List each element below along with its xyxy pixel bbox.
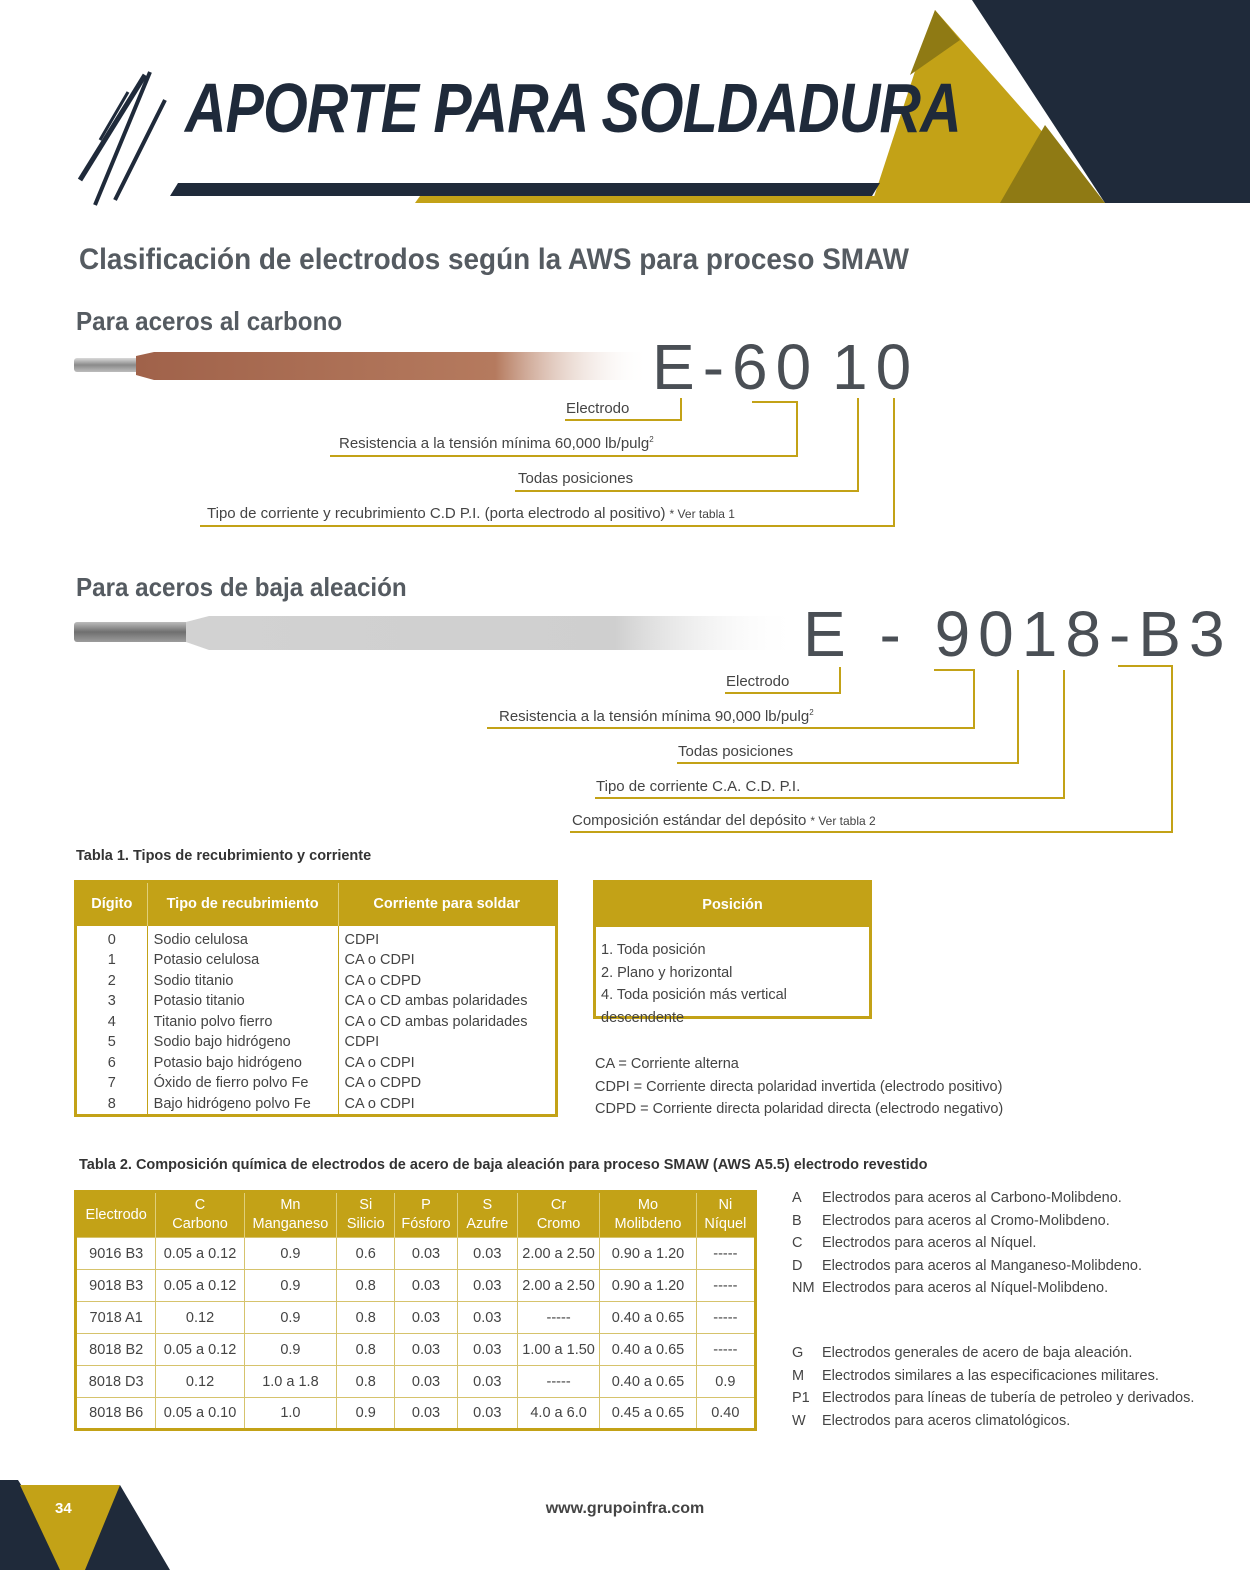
coating-current-table: [74, 880, 558, 1117]
alloy-label-electrodo: Electrodo: [726, 673, 790, 690]
list-item: G Electrodos generales de acero de baja aleación.: [792, 1345, 1133, 1361]
position-box: [593, 880, 872, 1026]
footer-graphics: [0, 1480, 200, 1570]
table-row: 7018 A1 0.12 0.9 0.8 0.03 0.03 ----- 0.40 a 0.65 -----: [76, 1302, 756, 1334]
carbon-label-posiciones: Todas posiciones: [518, 470, 634, 487]
list-item: 4. Toda posición más vertical descendente: [601, 987, 787, 1026]
table-row: 8018 B2 0.05 a 0.12 0.9 0.8 0.03 0.03 1.00 a 1.50 0.40 a 0.65 -----: [76, 1334, 756, 1366]
table-row: 8 Bajo hidrógeno polvo Fe CA o CDPI: [76, 1094, 557, 1116]
table-row: 7 Óxido de fierro polvo Fe CA o CDPD: [76, 1073, 557, 1094]
table2-header: Mo Molibdeno: [600, 1192, 696, 1238]
carbon-title: Para aceros al carbono: [76, 306, 343, 336]
suffix-codes-a: [792, 1187, 1142, 1300]
alloy-label-corriente: Tipo de corriente C.A. C.D. P.I.: [596, 778, 801, 795]
alloy-label-composicion: Composición estándar del depósito * Ver tabla 2: [572, 812, 876, 829]
carbon-label-resistencia: Resistencia a la tensión mínima 60,000 lb/pulg$^2$: [339, 435, 654, 452]
table-row: 9018 B3 0.05 a 0.12 0.9 0.8 0.03 0.03 2.00 a 2.50 0.90 a 1.20 -----: [76, 1270, 756, 1302]
carbon-electrode-image: [74, 348, 654, 384]
list-item: 1. Toda posición: [601, 942, 706, 958]
table2-header: Electrodo: [76, 1192, 156, 1238]
page-number: 34: [55, 1500, 72, 1517]
list-item: CDPI = Corriente directa polaridad invertida (electrodo positivo): [595, 1078, 1003, 1095]
carbon-code-prefix: E-60: [652, 331, 820, 403]
footer-url[interactable]: www.grupoinfra.com: [545, 1500, 705, 1517]
list-item: 2. Plano y horizontal: [601, 964, 733, 981]
current-legend: [595, 1053, 1003, 1121]
table2-header: C Carbono: [156, 1192, 244, 1238]
alloy-label-posiciones: Todas posiciones: [678, 743, 794, 760]
list-item: B Electrodos para aceros al Cromo-Molibdeno.: [792, 1212, 1110, 1229]
table-row: 0 Sodio celulosa CDPI: [76, 926, 557, 951]
table2-header: S Azufre: [457, 1192, 517, 1238]
table-row: 8018 D3 0.12 1.0 a 1.8 0.8 0.03 0.03 ----- 0.40 a 0.65 0.9: [76, 1366, 756, 1398]
table2-header: Cr Cromo: [517, 1192, 599, 1238]
table2-caption: Tabla 2. Composición química de electrodos de acero de baja aleación para proceso SMAW (AWS A5.5) electrodo revestido: [79, 1157, 928, 1173]
alloy-code: E - 9018-B3: [803, 598, 1233, 670]
table-row: 9016 B3 0.05 a 0.12 0.9 0.6 0.03 0.03 2.00 a 2.50 0.90 a 1.20 -----: [76, 1238, 756, 1270]
table-row: 4 Titanio polvo fierro CA o CD ambas polaridades: [76, 1012, 557, 1033]
table1-header: Corriente para soldar: [338, 882, 556, 926]
table-row: 1 Potasio celulosa CA o CDPI: [76, 950, 557, 971]
position-header: Posición: [596, 883, 869, 927]
table2-header: P Fósforo: [395, 1192, 457, 1238]
table-row: 2 Sodio titanio CA o CDPD: [76, 971, 557, 992]
page-title: APORTE PARA SOLDADURA: [185, 69, 961, 147]
carbon-label-corriente: Tipo de corriente y recubrimiento C.D P.I. (porta electrodo al positivo) * Ver tabla 1: [207, 505, 735, 522]
list-item: D Electrodos para aceros al Manganeso-Molibdeno.: [792, 1257, 1142, 1274]
table2-header: Mn Manganeso: [244, 1192, 336, 1238]
list-item: NM Electrodos para aceros al Níquel-Molibdeno.: [792, 1280, 1109, 1296]
alloy-electrode-image: [74, 612, 804, 654]
list-item: CDPD = Corriente directa polaridad directa (electrodo negativo): [595, 1101, 1004, 1117]
list-item: A Electrodos para aceros al Carbono-Molibdeno.: [792, 1190, 1122, 1206]
carbon-code-suffix: 10: [832, 331, 920, 403]
table-row: 8018 B6 0.05 a 0.10 1.0 0.9 0.03 0.03 4.0 a 6.0 0.45 a 0.65 0.40: [76, 1398, 756, 1430]
table1-caption: Tabla 1. Tipos de recubrimiento y corriente: [76, 848, 372, 864]
list-item: P1 Electrodos para líneas de tubería de petroleo y derivados.: [792, 1390, 1195, 1406]
table2-header: Ni Níquel: [696, 1192, 755, 1238]
table-row: 3 Potasio titanio CA o CD ambas polaridades: [76, 991, 557, 1012]
table1-header: Dígito: [76, 882, 148, 926]
alloy-title: Para aceros de baja aleación: [76, 572, 407, 602]
list-item: C Electrodos para aceros al Níquel.: [792, 1235, 1037, 1251]
list-item: M Electrodos similares a las especificaciones militares.: [792, 1367, 1159, 1384]
alloy-label-resistencia: Resistencia a la tensión mínima 90,000 lb/pulg$^2$: [499, 708, 814, 725]
list-item: W Electrodos para aceros climatológicos.: [792, 1412, 1071, 1429]
suffix-codes-b: [792, 1342, 1194, 1432]
table-row: 6 Potasio bajo hidrógeno CA o CDPI: [76, 1053, 557, 1074]
list-item: CA = Corriente alterna: [595, 1056, 739, 1072]
table-row: 5 Sodio bajo hidrógeno CDPI: [76, 1032, 557, 1053]
carbon-label-electrodo: Electrodo: [566, 400, 630, 417]
section-title: Clasificación de electrodos según la AWS para proceso SMAW: [79, 243, 909, 276]
table2-header: Si Silicio: [337, 1192, 395, 1238]
chemical-composition-table: [74, 1190, 757, 1431]
table1-header: Tipo de recubrimiento: [147, 882, 338, 926]
